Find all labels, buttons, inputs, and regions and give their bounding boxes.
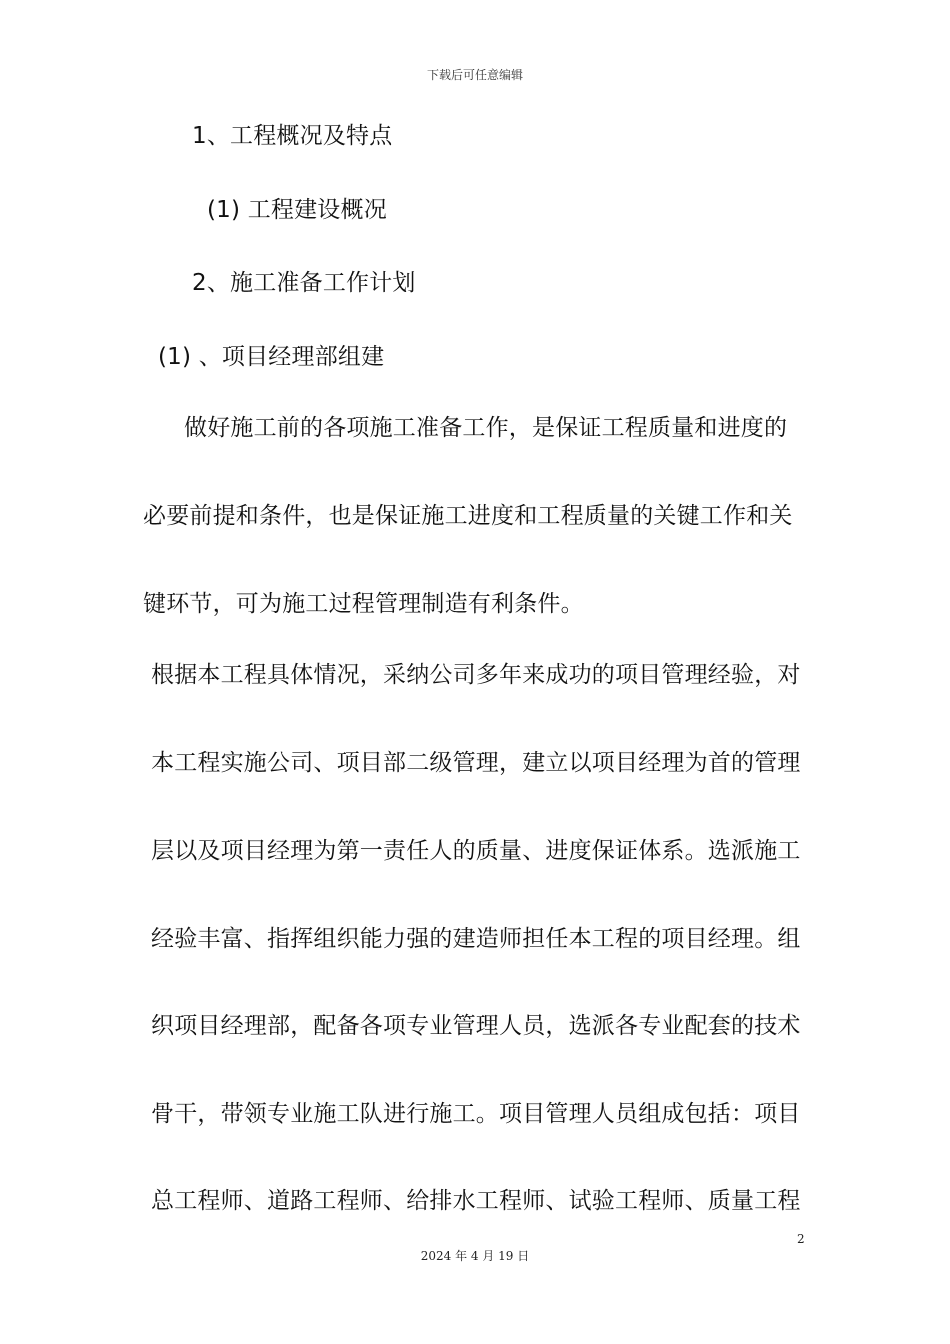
body-line: 总工程师、道路工程师、给排水工程师、试验工程师、质量工程 <box>151 1188 801 1214</box>
body-line: 织项目经理部，配备各项专业管理人员，选派各专业配套的技术 <box>151 1013 801 1039</box>
heading-2: 2、施工准备工作计划 <box>192 270 416 296</box>
page-header: 下载后可任意编辑 <box>426 68 523 82</box>
body-line: 根据本工程具体情况，采纳公司多年来成功的项目管理经验，对 <box>151 662 801 688</box>
heading-1-1: (1) 工程建设概况 <box>207 197 387 223</box>
page-number: 2 <box>797 1232 805 1246</box>
body-line: 键环节，可为施工过程管理制造有利条件。 <box>143 591 584 617</box>
body-line: 本工程实施公司、项目部二级管理，建立以项目经理为首的管理 <box>151 750 801 776</box>
heading-2-1: (1) 、项目经理部组建 <box>158 344 385 370</box>
body-line: 经验丰富、指挥组织能力强的建造师担任本工程的项目经理。组 <box>151 926 801 952</box>
footer-date: 2024 年 4 月 19 日 <box>420 1249 530 1263</box>
body-line: 骨干，带领专业施工队进行施工。项目管理人员组成包括：项目 <box>151 1101 801 1127</box>
body-line: 必要前提和条件，也是保证施工进度和工程质量的关键工作和关 <box>143 503 793 529</box>
heading-1: 1、工程概况及特点 <box>192 123 393 149</box>
body-line: 层以及项目经理为第一责任人的质量、进度保证体系。选派施工 <box>151 838 801 864</box>
body-line: 做好施工前的各项施工准备工作，是保证工程质量和进度的 <box>184 415 788 441</box>
